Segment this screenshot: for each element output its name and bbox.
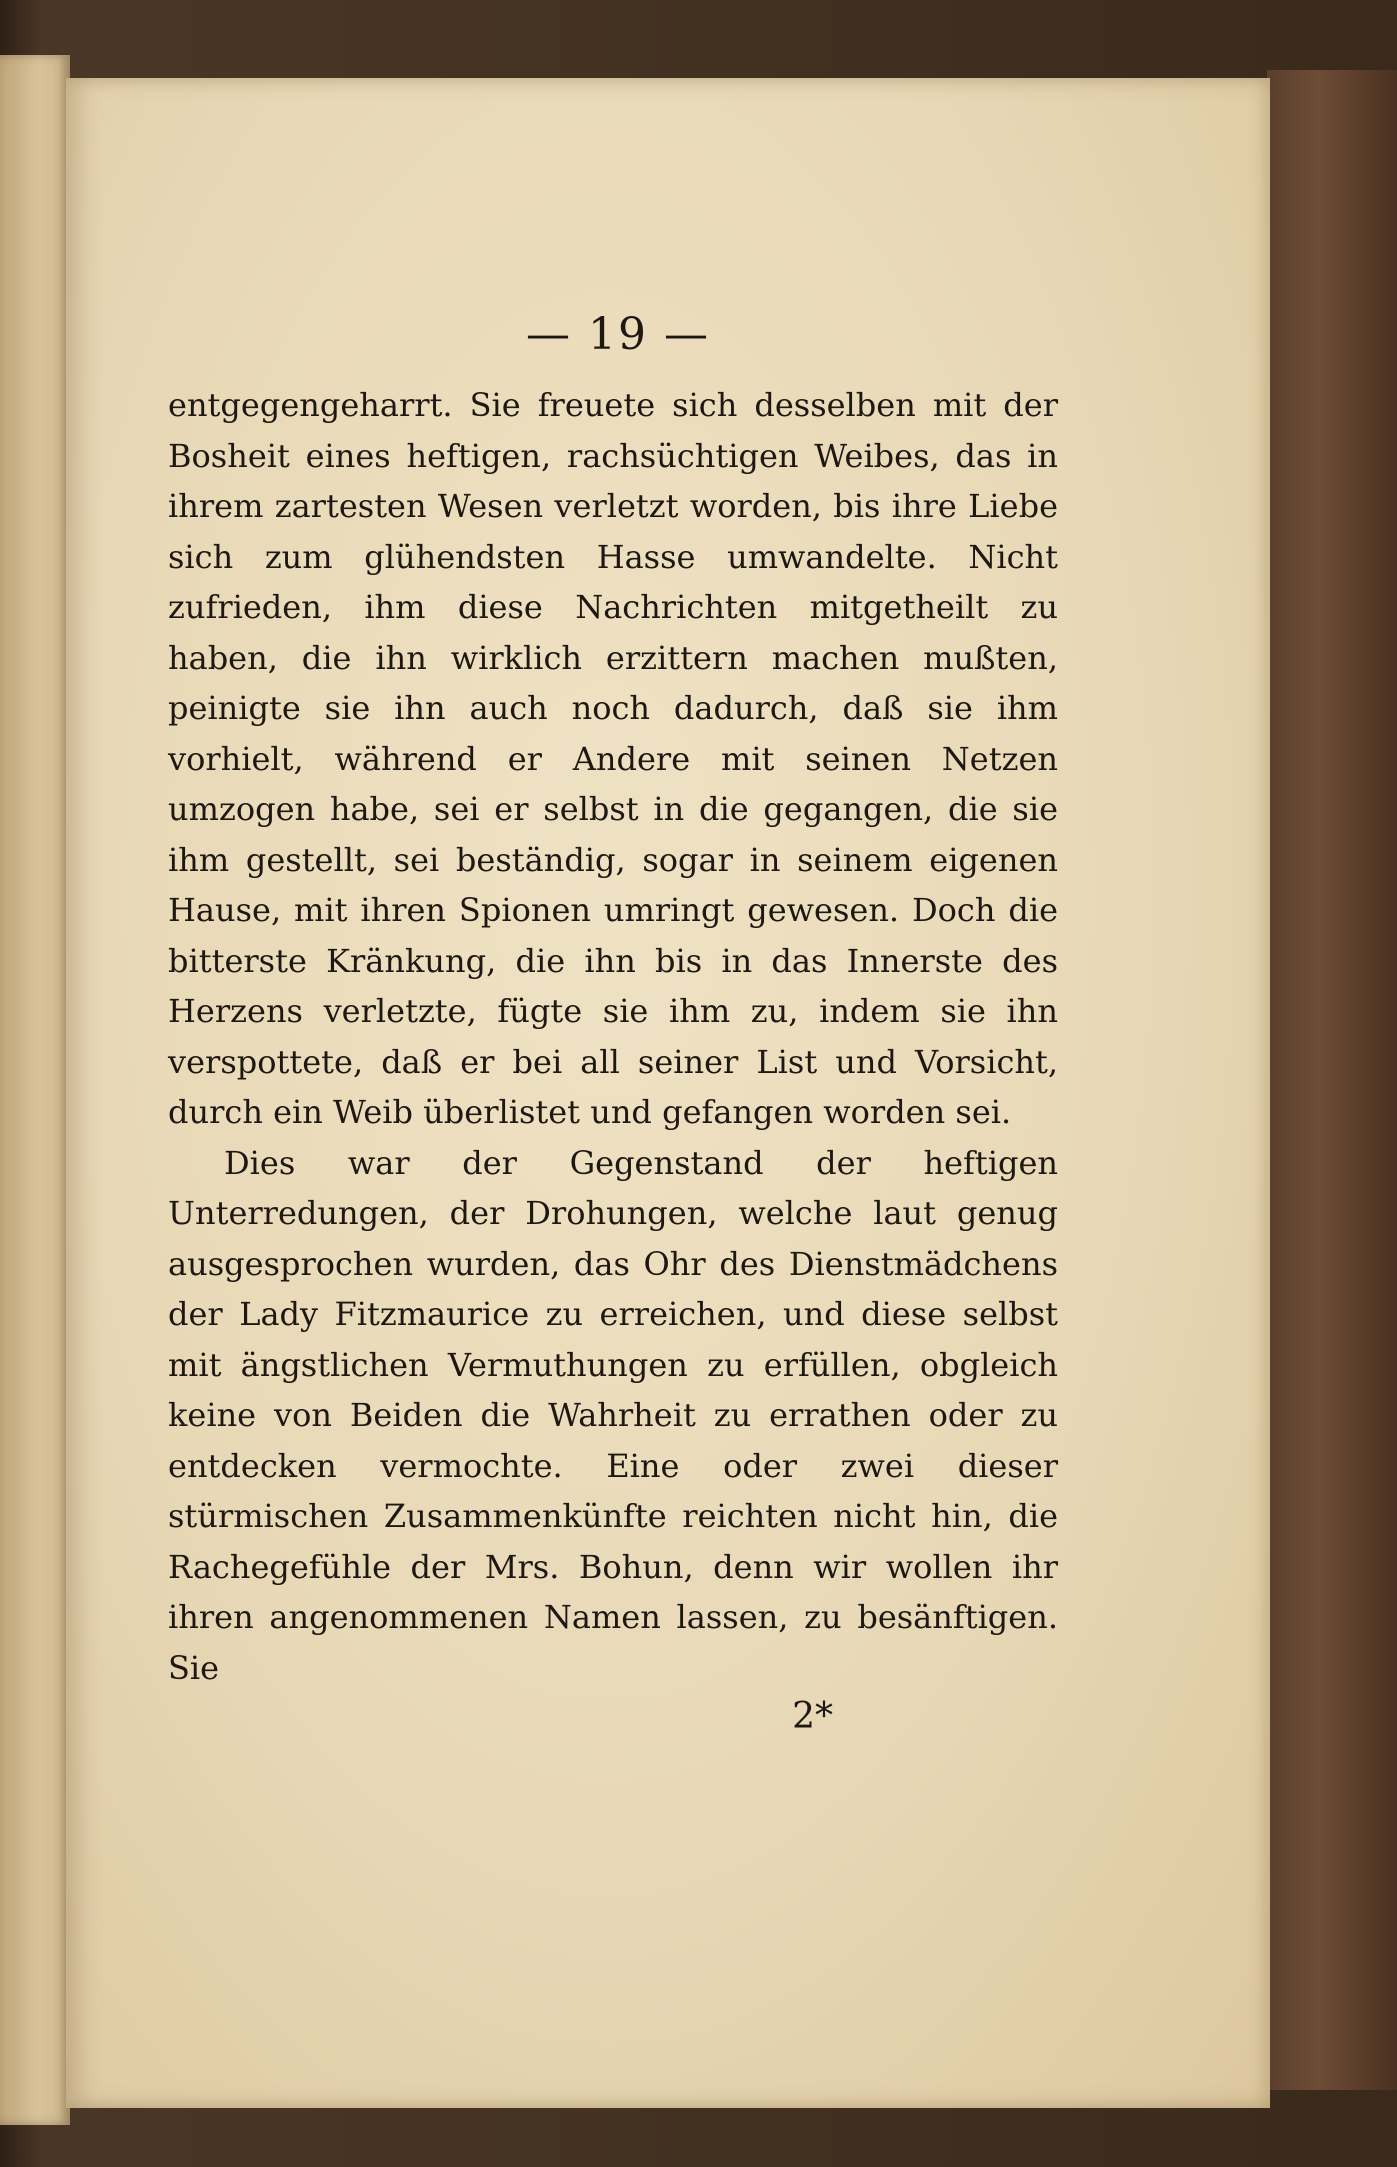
- book-cover-edge: [1267, 70, 1397, 2090]
- book-page: [66, 78, 1270, 2108]
- body-text: [168, 380, 1058, 1693]
- left-page-edge: [0, 55, 70, 2125]
- page-content: [168, 306, 1058, 1739]
- page-number-header: — 19 —: [526, 309, 710, 360]
- paragraph-2: Dies war der Gegenstand der heftigen Unterredungen, der Drohungen, welche laut genug ausgesprochen wurden, das Ohr des Dienstmädchens der Lady Fitzmaurice zu erreichen, und diese selbst mit ängstlichen Vermuthungen zu erfüllen, obgleich keine von Beiden die Wahrheit zu errathen oder zu entdecken vermochte. Eine oder zwei dieser stürmischen Zusammenkünfte reichten nicht hin, die Rachegefühle der Mrs. Bohun, denn wir wollen ihr ihren angenommenen Namen lassen, zu besänftigen. Sie: [168, 1143, 1058, 1687]
- paragraph-1: entgegengeharrt. Sie freuete sich desselben mit der Bosheit eines heftigen, rachsüchtigen Weibes, das in ihrem zartesten Wesen verletzt worden, bis ihre Liebe sich zum glühendsten Hasse umwandelte. Nicht zufrieden, ihm diese Nachrichten mitgetheilt zu haben, die ihn wirklich erzittern machen mußten, peinigte sie ihn auch noch dadurch, daß sie ihm vorhielt, während er Andere mit seinen Netzen umzogen habe, sei er selbst in die gegangen, die sie ihm gestellt, sei beständig, sogar in seinem eigenen Hause, mit ihren Spionen umringt gewesen. Doch die bitterste Kränkung, die ihn bis in das Innerste des Herzens verletzte, fügte sie ihm zu, indem sie ihn verspottete, daß er bei all seiner List und Vorsicht, durch ein Weib überlistet und gefangen worden sei.: [168, 386, 1058, 1131]
- signature-mark: 2*: [792, 1696, 833, 1737]
